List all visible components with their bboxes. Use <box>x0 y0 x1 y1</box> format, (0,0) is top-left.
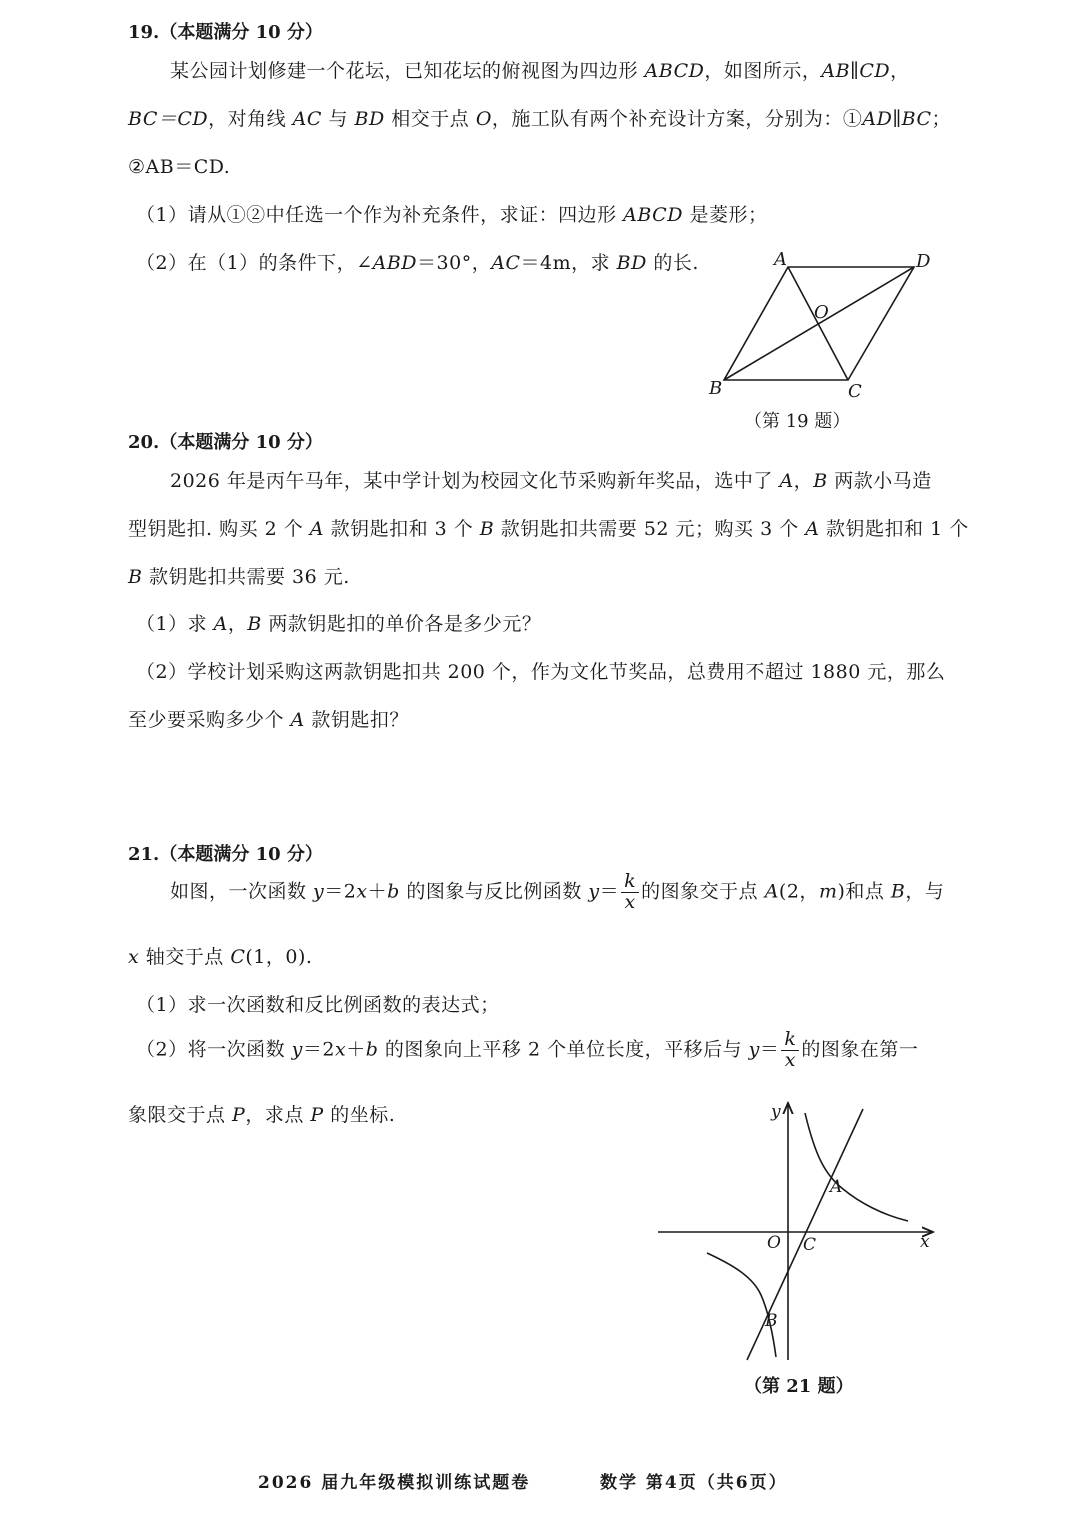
q21-line-2: x 轴交于点 C(1，0). <box>128 946 313 968</box>
fraction-k-over-x: $\frac{k}{x}$ <box>621 872 639 913</box>
q19-line-1: 某公园计划修建一个花坛，已知花坛的俯视图为四边形 ABCD，如图所示，AB∥CD， <box>170 60 910 82</box>
label-a: A <box>830 1177 843 1197</box>
label-d: D <box>916 251 931 272</box>
label-a: A <box>774 249 787 270</box>
q20-line-1: 2026 年是丙午马年，某中学计划为校园文化节采购新年奖品，选中了 A，B 两款小马造 <box>170 470 932 492</box>
label-c: C <box>803 1235 817 1255</box>
q19-part-2: （2）在（1）的条件下，∠ABD＝30°，AC＝4m，求 BD 的长. <box>136 252 699 274</box>
q21-part-1: （1）求一次函数和反比例函数的表达式； <box>136 994 500 1016</box>
hyperbola-branch-q3 <box>707 1253 776 1357</box>
hyperbola-branch-q1 <box>805 1113 908 1221</box>
q20-part-2: （2）学校计划采购这两款钥匙扣共 200 个，作为文化节奖品，总费用不超过 1880 元，那么 <box>136 661 946 683</box>
question-21-header: 21.（本题满分 10 分） <box>128 844 323 865</box>
label-b: B <box>765 1311 778 1331</box>
q21-part-2: （2）将一次函数 y＝2x＋b 的图象向上平移 2 个单位长度，平移后与 y＝ $\frac{k}{x}$ 的图象在第一 <box>136 1028 919 1071</box>
q20-part-2-cont: 至少要采购多少个 A 款钥匙扣？ <box>128 709 409 731</box>
q20-line-2: 型钥匙扣. 购买 2 个 A 款钥匙扣和 3 个 B 款钥匙扣共需要 52 元；购买 3 个 A 款钥匙扣和 1 个 <box>128 518 969 540</box>
footer-exam-title: 2026 届九年级模拟训练试题卷 <box>258 1473 531 1493</box>
q19-figure-caption: （第 19 题） <box>744 411 851 432</box>
q20-line-3: B 款钥匙扣共需要 36 元. <box>128 566 350 588</box>
q19-line-2: BC＝CD，对角线 AC 与 BD 相交于点 O，施工队有两个补充设计方案，分别为：①AD∥BC； <box>128 108 952 130</box>
q19-rhombus-figure <box>700 245 950 405</box>
label-origin: O <box>767 1233 781 1253</box>
label-y: y <box>771 1102 781 1122</box>
footer-page-info: 数学 第4页（共6页） <box>600 1473 788 1493</box>
label-c: C <box>848 381 862 402</box>
q21-figure-caption: （第 21 题） <box>744 1376 854 1397</box>
q21-function-graph <box>655 1095 945 1365</box>
q19-line-3: ②AB＝CD. <box>128 156 231 178</box>
label-x: x <box>920 1232 930 1252</box>
question-20-header: 20.（本题满分 10 分） <box>128 432 323 453</box>
q21-part-2-cont: 象限交于点 P，求点 P 的坐标. <box>128 1104 396 1126</box>
fraction-k-over-x-2: $\frac{k}{x}$ <box>781 1030 799 1071</box>
q19-part-1: （1）请从①②中任选一个作为补充条件，求证：四边形 ABCD 是菱形； <box>136 204 768 226</box>
question-19-header: 19.（本题满分 10 分） <box>128 22 323 43</box>
diagonal-bd <box>724 267 914 380</box>
label-o: O <box>814 302 829 323</box>
q20-part-1: （1）求 A，B 两款钥匙扣的单价各是多少元？ <box>136 613 542 635</box>
label-b: B <box>709 378 723 399</box>
q21-line-1: 如图，一次函数 y＝2x＋b 的图象与反比例函数 y＝ $\frac{k}{x}$ 的图象交于点 A(2，m)和点 B，与 <box>170 870 945 913</box>
